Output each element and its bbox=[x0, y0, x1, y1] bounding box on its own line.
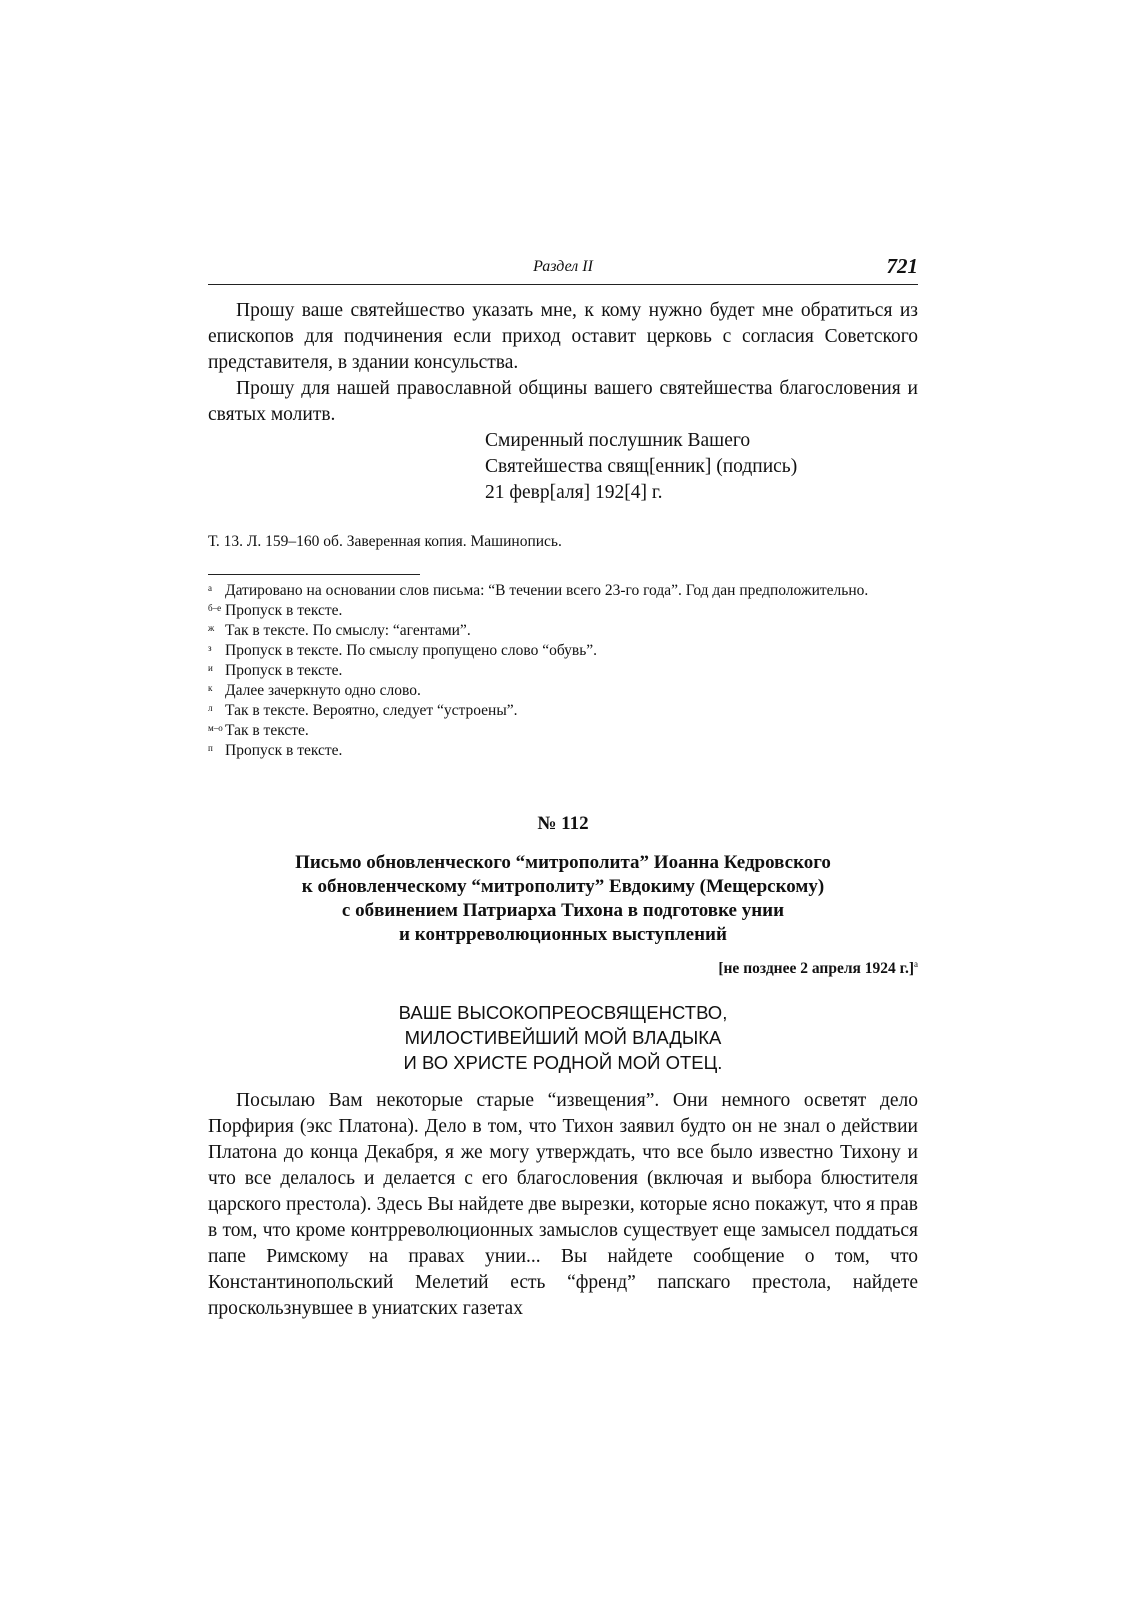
footnote-text: Так в тексте. По смыслу: “агентами”. bbox=[225, 622, 471, 639]
document-title bbox=[208, 851, 918, 947]
footnote-text: Пропуск в тексте. bbox=[225, 742, 343, 759]
title-line: и контрреволюционных выступлений bbox=[399, 924, 727, 945]
title-line: с обвинением Патриарха Тихона в подготовке унии bbox=[341, 900, 785, 921]
footnote-mark: б–е bbox=[208, 603, 222, 613]
footnote-mark: п bbox=[208, 743, 213, 753]
footnote-text: Датировано на основании слов письма: “В течении всего 23-го года”. Год дан предположительно. bbox=[225, 582, 869, 599]
signature-line: 21 февр[аля] 192[4] г. bbox=[485, 482, 663, 503]
salutation-line: ВАШЕ ВЫСОКОПРЕОСВЯЩЕНСТВО, bbox=[398, 1002, 728, 1024]
archive-note: Т. 13. Л. 159–160 об. Заверенная копия. Машинопись. bbox=[208, 533, 562, 550]
title-line: к обновленческому “митрополиту” Евдокиму (Мещерскому) bbox=[301, 876, 825, 897]
footnote bbox=[208, 741, 918, 761]
footnote-text: Так в тексте. bbox=[225, 722, 309, 739]
document-date bbox=[208, 959, 918, 978]
footnote-text: Пропуск в тексте. bbox=[225, 602, 343, 619]
footnote bbox=[208, 721, 918, 741]
signature-line: Святейшества свящ[енник] (подпись) bbox=[485, 456, 798, 477]
footnote-text: Так в тексте. Вероятно, следует “устроены”. bbox=[225, 702, 518, 719]
page bbox=[208, 248, 918, 1322]
footnotes bbox=[208, 581, 918, 761]
footnote bbox=[208, 621, 918, 641]
footnote-text: Пропуск в тексте. По смыслу пропущено слово “обувь”. bbox=[225, 642, 598, 659]
footnote bbox=[208, 661, 918, 681]
letter-continuation bbox=[208, 298, 918, 428]
salutation-line: И ВО ХРИСТЕ РОДНОЙ МОЙ ОТЕЦ. bbox=[403, 1052, 723, 1074]
footnote-mark: л bbox=[208, 703, 213, 713]
footnote bbox=[208, 581, 918, 601]
signature-line: Смиренный послушник Вашего bbox=[485, 430, 751, 451]
date-footnote-mark: а bbox=[914, 959, 918, 969]
footnote-rule bbox=[208, 574, 420, 575]
running-header bbox=[208, 248, 918, 285]
footnote-mark: ж bbox=[208, 623, 215, 633]
page-number: 721 bbox=[886, 254, 918, 278]
letter-body bbox=[208, 1088, 918, 1322]
paragraph: Посылаю Вам некоторые старые “извещения”. Они немного осветят дело Порфирия (экс Платона). Дело в том, что Тихон заявил будто он не знал о действии Платона до конца Декабря, я же могу утверждать, что все было известно Тихону и что все делалось и делается с его благословения (включая и выбора блюстителя царского престола). Здесь Вы найдете две вырезки, которые ясно покажут, что я прав в том, что кроме контрреволюционных замыслов существует еще замысел поддаться папе Римскому на правах унии... Вы найдете сообщение о том, что Константинопольский Мелетий есть “френд” папскаго престола, найдете проскользнувшее в униатских газетах bbox=[208, 1090, 918, 1320]
footnote bbox=[208, 641, 918, 661]
document-number: № 112 bbox=[537, 813, 589, 834]
footnote bbox=[208, 681, 918, 701]
salutation-line: МИЛОСТИВЕЙШИЙ МОЙ ВЛАДЫКА bbox=[404, 1027, 722, 1049]
footnote-text: Далее зачеркнуто одно слово. bbox=[225, 682, 421, 699]
footnote-mark: з bbox=[208, 643, 212, 653]
paragraph: Прошу ваше святейшество указать мне, к кому нужно будет мне обратиться из епископов для подчинения если приход оставит церковь с согласия Советского представителя, в здании консульства. bbox=[208, 300, 918, 373]
paragraph: Прошу для нашей православной общины вашего святейшества благословения и святых молитв. bbox=[208, 378, 918, 425]
salutation bbox=[208, 1000, 918, 1075]
date-text: [не позднее 2 апреля 1924 г.] bbox=[718, 960, 914, 978]
footnote bbox=[208, 601, 918, 621]
footnote bbox=[208, 701, 918, 721]
title-line: Письмо обновленческого “митрополита” Иоанна Кедровского bbox=[295, 852, 831, 873]
footnote-text: Пропуск в тексте. bbox=[225, 662, 343, 679]
footnote-mark: к bbox=[208, 683, 213, 693]
signature-block bbox=[485, 428, 918, 506]
footnote-mark: и bbox=[208, 663, 213, 673]
footnote-mark: м–о bbox=[208, 723, 223, 733]
section-title: Раздел II bbox=[533, 258, 593, 275]
footnote-mark: а bbox=[208, 583, 212, 593]
